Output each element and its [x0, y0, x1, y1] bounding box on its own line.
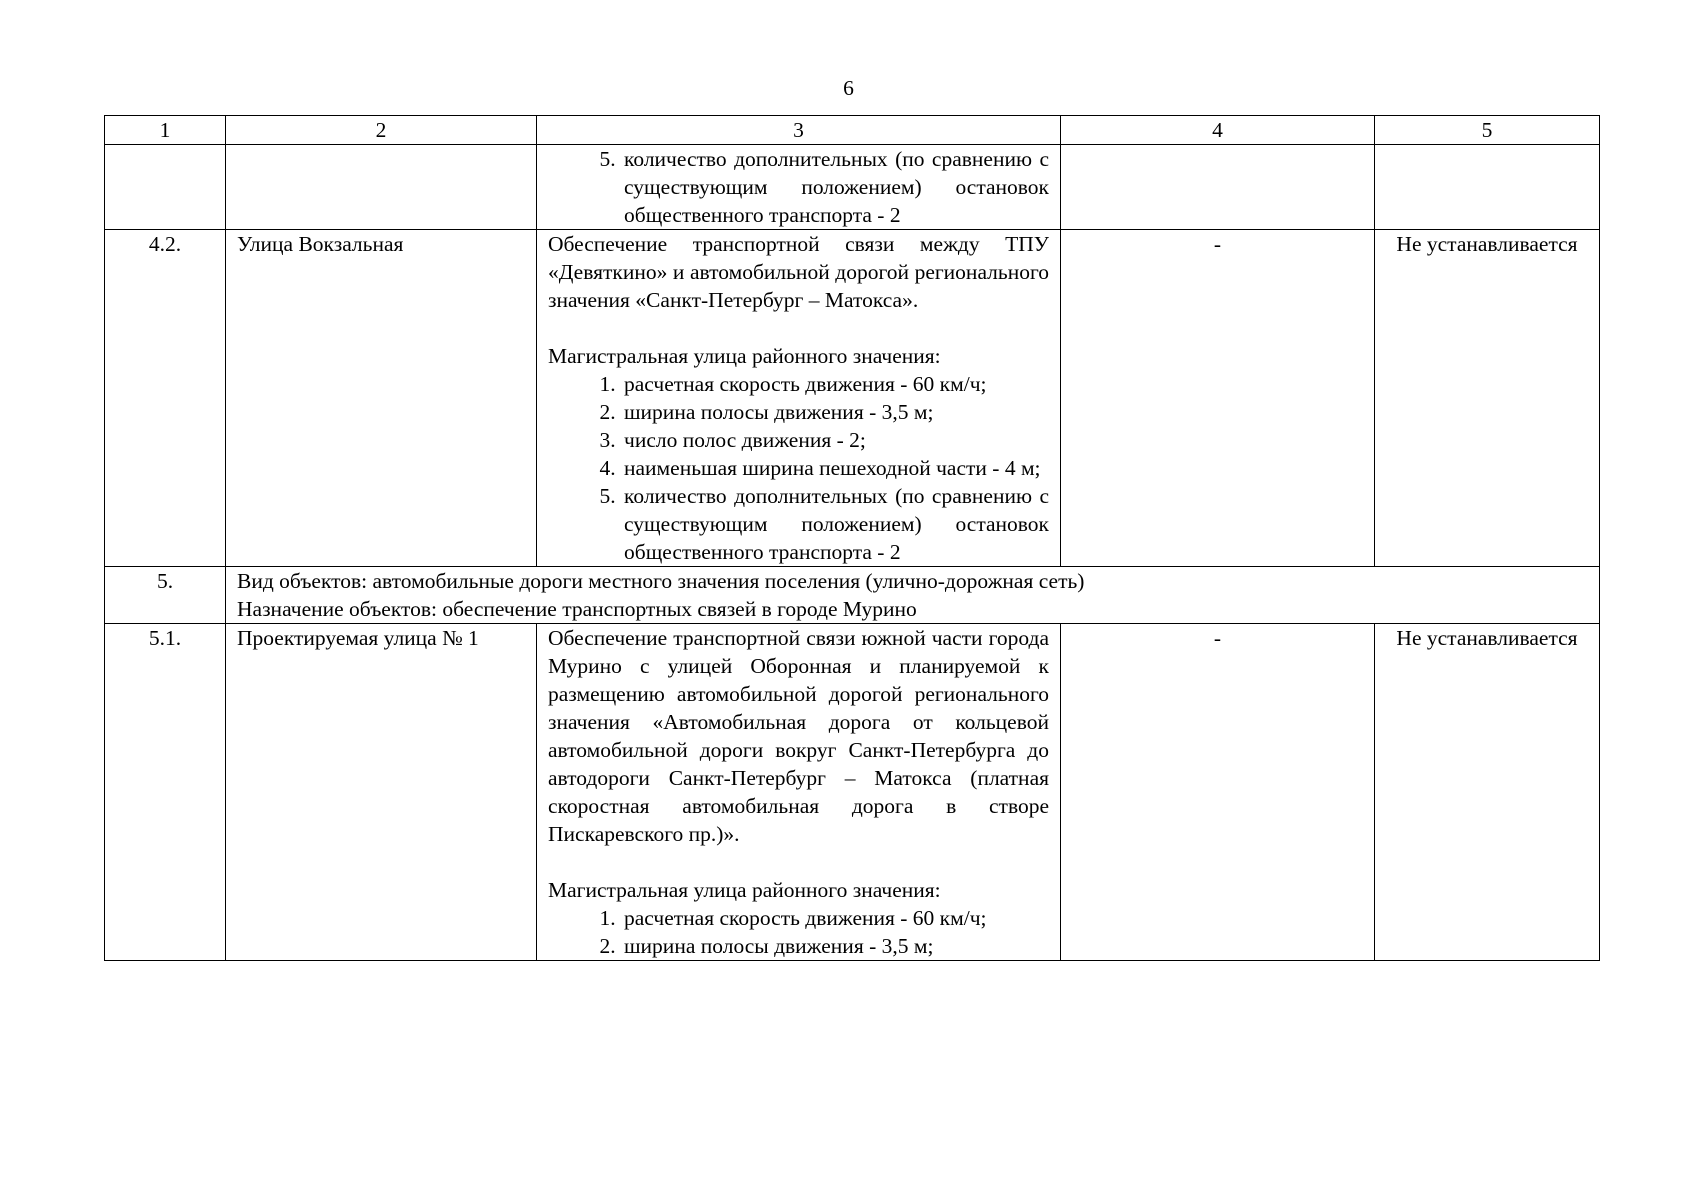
page-number: 6 — [843, 76, 854, 100]
row-col5-cell: Не устанавливается — [1375, 624, 1600, 961]
row-name-cell — [226, 145, 537, 230]
row-col4-cell: - — [1061, 230, 1375, 567]
row-number-cell: 5. — [105, 567, 226, 624]
row-col4-cell — [1061, 145, 1375, 230]
table-header-row — [105, 116, 1600, 145]
list-item: 3. число полос движения - 2; — [621, 426, 1049, 454]
objects-table — [104, 115, 1600, 961]
table-row-5-1 — [105, 624, 1600, 961]
characteristics-list — [548, 904, 1049, 960]
row-description-cell — [537, 145, 1061, 230]
purpose-text: Обеспечение транспортной связи между ТПУ «Девяткино» и автомобильной дорогой регионального значения «Санкт-Петербург – Матокса». — [548, 232, 1049, 312]
category-text: Магистральная улица районного значения: — [548, 344, 941, 368]
row-col5-cell — [1375, 145, 1600, 230]
row-number-cell: 4.2. — [105, 230, 226, 567]
list-item: 2. ширина полосы движения - 3,5 м; — [621, 398, 1049, 426]
header-cell: 2 — [226, 116, 537, 145]
row-description-cell — [537, 230, 1061, 567]
table-row-5 — [105, 567, 1600, 624]
list-item: 5. количество дополнительных (по сравнению с существующим положением) остановок общественного транспорта - 2 — [621, 482, 1049, 566]
header-cell: 5 — [1375, 116, 1600, 145]
section-type-text: Вид объектов: автомобильные дороги местного значения поселения (улично-дорожная сеть) — [237, 569, 1085, 593]
purpose-text: Обеспечение транспортной связи южной части города Мурино с улицей Оборонная и планируемой к размещению автомобильной дорогой регионального значения «Автомобильная дорога от кольцевой автомобильной дороги вокруг Санкт-Петербурга до автодороги Санкт-Петербург – Матокса (платная скоростная автомобильная дорога в створе Пискаревского пр.)». — [548, 626, 1049, 846]
row-col5-cell: Не устанавливается — [1375, 230, 1600, 567]
section-purpose-text: Назначение объектов: обеспечение транспортных связей в городе Мурино — [237, 597, 917, 621]
header-cell: 1 — [105, 116, 226, 145]
row-description-cell — [537, 624, 1061, 961]
list-item: 5. количество дополнительных (по сравнению с существующим положением) остановок общественного транспорта - 2 — [621, 145, 1049, 229]
list-item: 1. расчетная скорость движения - 60 км/ч; — [621, 904, 1049, 932]
header-cell: 4 — [1061, 116, 1375, 145]
table-row-continuation — [105, 145, 1600, 230]
row-col4-cell: - — [1061, 624, 1375, 961]
row-number-cell — [105, 145, 226, 230]
row-number-cell: 5.1. — [105, 624, 226, 961]
header-cell: 3 — [537, 116, 1061, 145]
category-text: Магистральная улица районного значения: — [548, 878, 941, 902]
list-item: 4. наименьшая ширина пешеходной части - 4 м; — [621, 454, 1049, 482]
list-item: 2. ширина полосы движения - 3,5 м; — [621, 932, 1049, 960]
row-name-cell: Проектируемая улица № 1 — [226, 624, 537, 961]
row-name-cell: Улица Вокзальная — [226, 230, 537, 567]
section-description-cell — [226, 567, 1600, 624]
characteristics-list — [548, 370, 1049, 566]
list-item: 1. расчетная скорость движения - 60 км/ч; — [621, 370, 1049, 398]
table-row-4-2 — [105, 230, 1600, 567]
characteristics-list — [548, 145, 1049, 229]
